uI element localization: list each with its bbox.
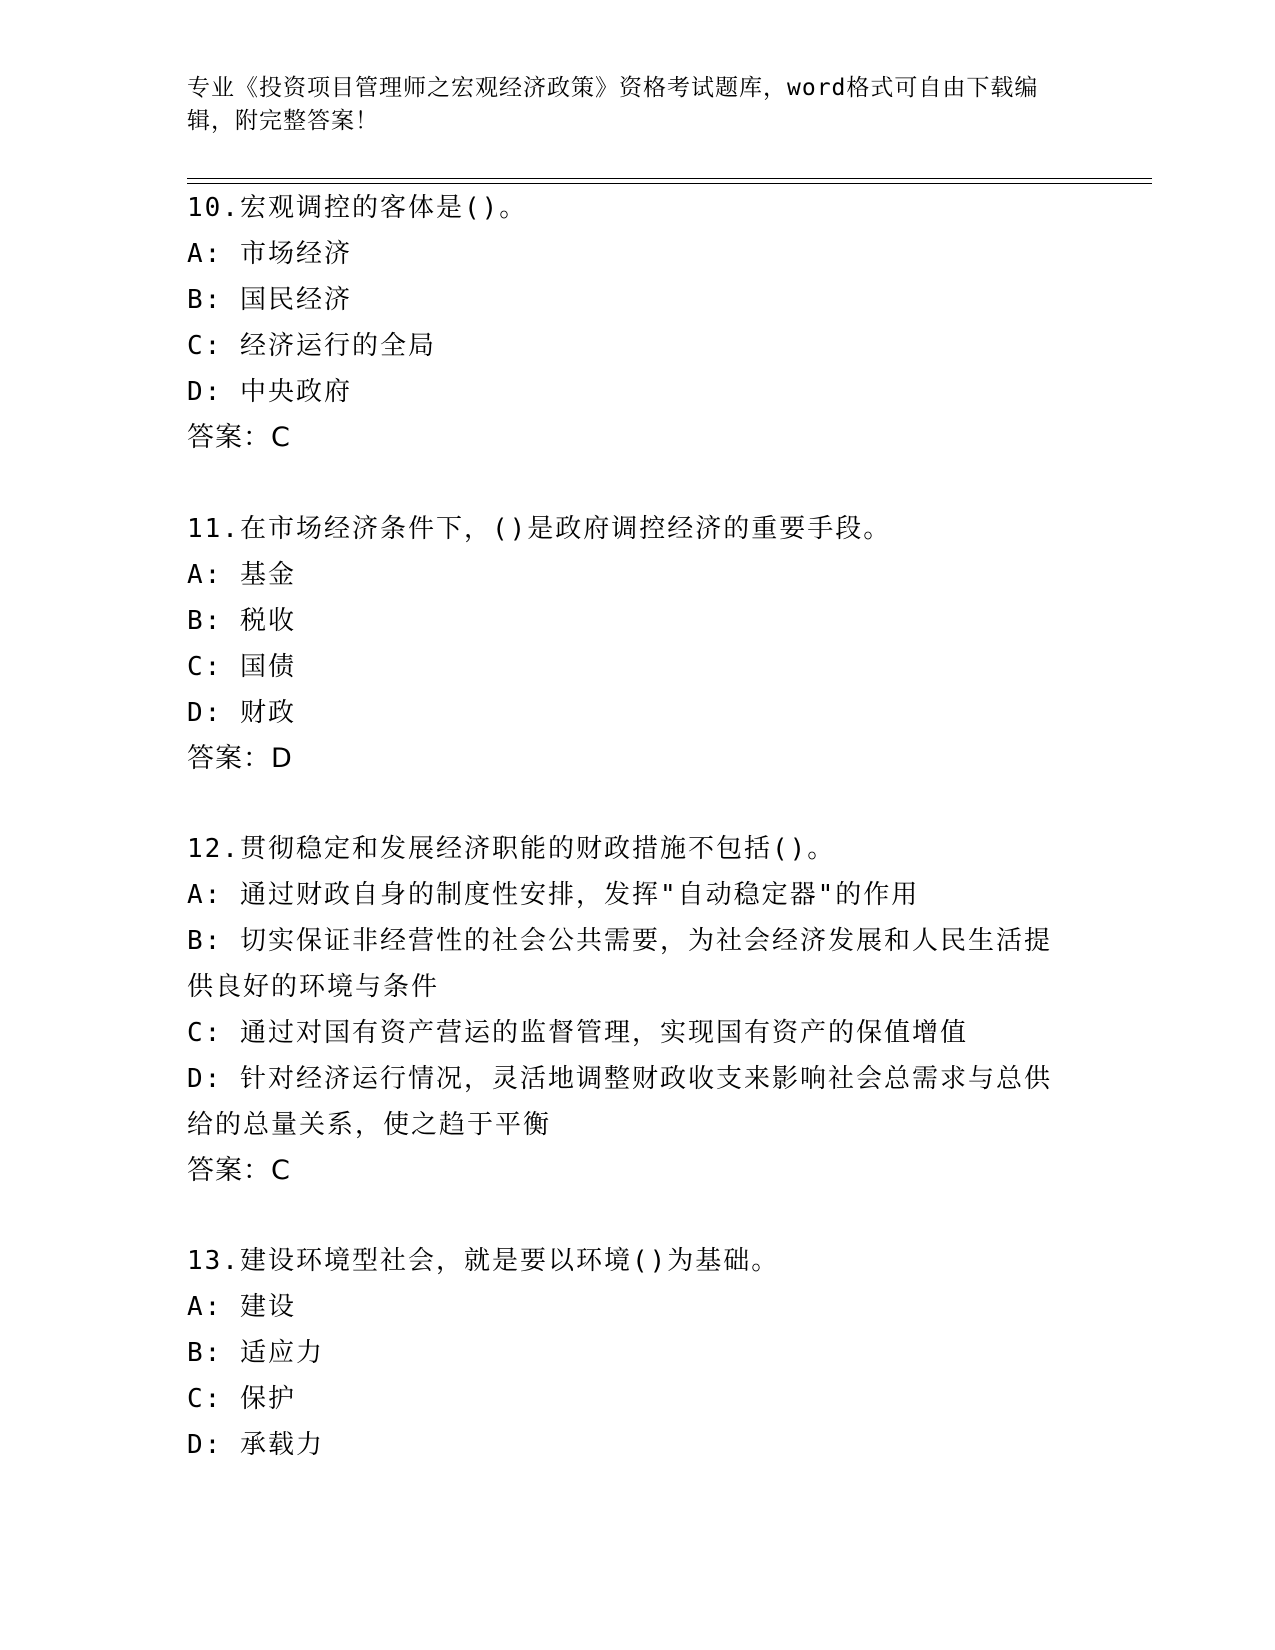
question-stem: 10.宏观调控的客体是()。 [187,193,528,223]
question-13 [187,1238,1067,1468]
header-divider-bottom [187,183,1152,184]
option-a: A: 基金 [187,560,296,590]
question-10 [187,185,1067,461]
option-c: C: 通过对国有资产营运的监督管理，实现国有资产的保值增值 [187,1018,968,1048]
answer-label: 答案：D [187,743,293,774]
option-c: C: 保护 [187,1384,296,1414]
option-b: B: 税收 [187,606,296,636]
option-a: A: 通过财政自身的制度性安排，发挥"自动稳定器"的作用 [187,880,920,910]
document-intro: 专业《投资项目管理师之宏观经济政策》资格考试题库，word格式可自由下载编辑，附完整答案！ [187,75,1039,134]
option-c: C: 经济运行的全局 [187,331,436,361]
option-d: D: 承载力 [187,1430,324,1460]
question-11 [187,506,1067,782]
question-stem: 13.建设环境型社会，就是要以环境()为基础。 [187,1246,780,1276]
option-a: A: 建设 [187,1292,296,1322]
option-b: B: 适应力 [187,1338,324,1368]
option-d: D: 财政 [187,698,296,728]
option-b: B: 切实保证非经营性的社会公共需要，为社会经济发展和人民生活提供良好的环境与条件 [187,926,1052,1002]
option-d: D: 针对经济运行情况，灵活地调整财政收支来影响社会总需求与总供给的总量关系，使之趋于平衡 [187,1064,1052,1140]
question-12 [187,826,1067,1194]
option-d: D: 中央政府 [187,377,352,407]
option-c: C: 国债 [187,652,296,682]
option-a: A: 市场经济 [187,239,352,269]
question-stem: 11.在市场经济条件下，()是政府调控经济的重要手段。 [187,514,892,544]
header-divider-top [187,178,1152,179]
question-stem: 12.贯彻稳定和发展经济职能的财政措施不包括()。 [187,834,836,864]
answer-label: 答案：C [187,422,291,453]
answer-label: 答案：C [187,1155,291,1186]
option-b: B: 国民经济 [187,285,352,315]
